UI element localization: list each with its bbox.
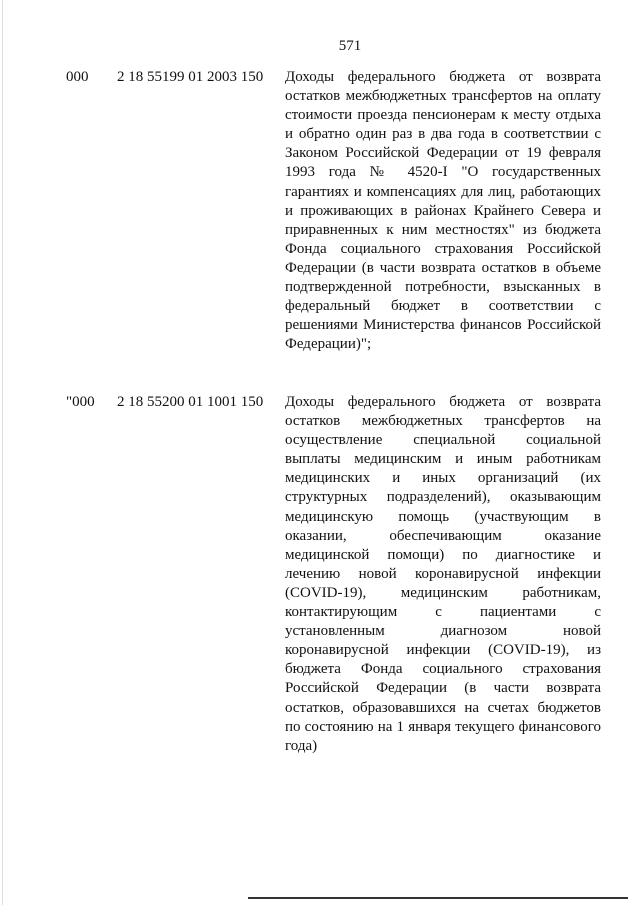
budget-classification-code: 2 18 55199 01 2003 150 <box>117 69 264 85</box>
budget-classification-code: 2 18 55200 01 1001 150 <box>117 394 264 410</box>
income-description: Доходы федерального бюджета от возврата остатков межбюджетных трансфертов на осуществление специальной социальной выплаты медицинским и иным работникам медицинских и иных организаций (их структурных подразделений), оказывающим медицинскую помощь (участвующим в оказании, обеспечивающим оказание медицинской помощи) по диагностике и лечению новой коронавирусной инфекции (COVID-19), медицинским работникам, контактирующим с пациентами с установленным диагнозом новой коронавирусной инфекции (COVID-19), из бюджета Фонда социального страхования Российской Федерации (в части возврата остатков, образовавшихся на счетах бюджетов по состоянию на 1 января текущего финансового года) <box>285 394 601 754</box>
page-number: 571 <box>338 38 362 54</box>
bottom-rule <box>248 897 628 899</box>
admin-code: 000 <box>66 69 89 85</box>
scan-edge <box>2 0 3 905</box>
admin-code: "000 <box>66 394 95 410</box>
income-description: Доходы федерального бюджета от возврата остатков межбюджетных трансфертов на оплату стоимости проезда пенсионерам к месту отдыха и обратно один раз в два года в соответствии с Законом Российской Федерации от 19 февраля 1993 года № 4520-I "О государственных гарантиях и компенсациях для лиц, работающих и проживающих в районах Крайнего Севера и приравненных к ним местностях" из бюджета Фонда социального страхования Российской Федерации (в части возврата остатков в объеме подтвержденной потребности, взысканных в федеральный бюджет в соответствии с решениями Министерства финансов Российской Федерации)"; <box>285 69 601 353</box>
